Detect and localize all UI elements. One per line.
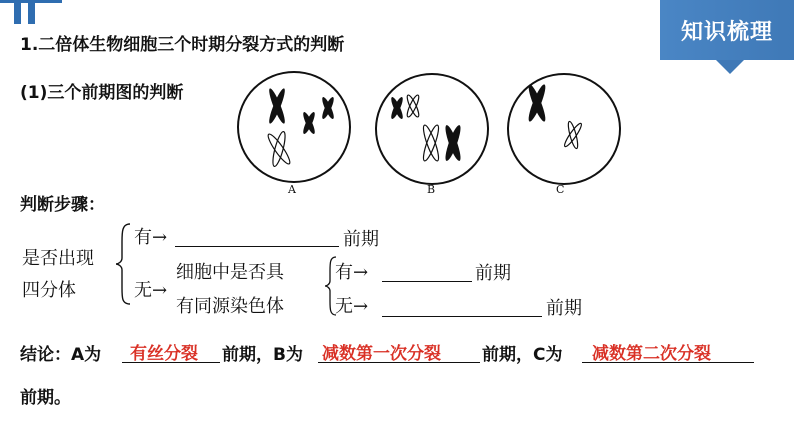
chromosomes-b [375,73,489,185]
conclusion-c-label: 前期，C为 [482,345,563,365]
tree-sub-yes: 有→ [335,262,369,283]
tree-sub-line1: 细胞中是否具 [176,262,284,283]
cell-label-b: B [427,183,436,196]
tree-sub-no-stage: 前期 [546,298,582,319]
conclusion-prefix: 结论： [20,345,71,365]
cell-label-a: A [288,183,296,196]
answer-c: 减数第二次分裂 [592,344,711,364]
chromosomes-c [507,73,621,185]
answer-a: 有丝分裂 [130,344,198,364]
tree-root-line2: 四分体 [22,280,76,301]
blank-line-2 [382,281,472,282]
conclusion-a-label: A为 [71,345,102,365]
chromosomes-a [237,71,351,183]
cell-label-c: C [556,183,565,196]
blank-line-3 [382,316,542,317]
corner-decoration [0,0,62,30]
tree-sub-line2: 有同源染色体 [176,296,284,317]
tree-root-line1: 是否出现 [22,248,94,269]
section-badge [660,0,794,60]
conclusion-line [20,340,101,365]
blank-line-1 [175,246,339,247]
tree-no: 无→ [134,280,168,301]
subheading: (1)三个前期图的判断 [20,83,184,103]
tree-yes: 有→ [134,227,168,248]
answer-b: 减数第一次分裂 [322,344,441,364]
conclusion-end: 前期。 [20,388,71,408]
tree-sub-no: 无→ [335,296,369,317]
steps-label: 判断步骤： [20,195,105,215]
conclusion-b-label: 前期，B为 [222,345,303,365]
tree-yes-stage: 前期 [343,229,379,250]
heading: 1.二倍体生物细胞三个时期分裂方式的判断 [20,35,345,55]
tree-sub-yes-stage: 前期 [475,263,511,284]
section-badge-label: 知识梳理 [680,19,773,45]
brace-left [114,222,134,306]
